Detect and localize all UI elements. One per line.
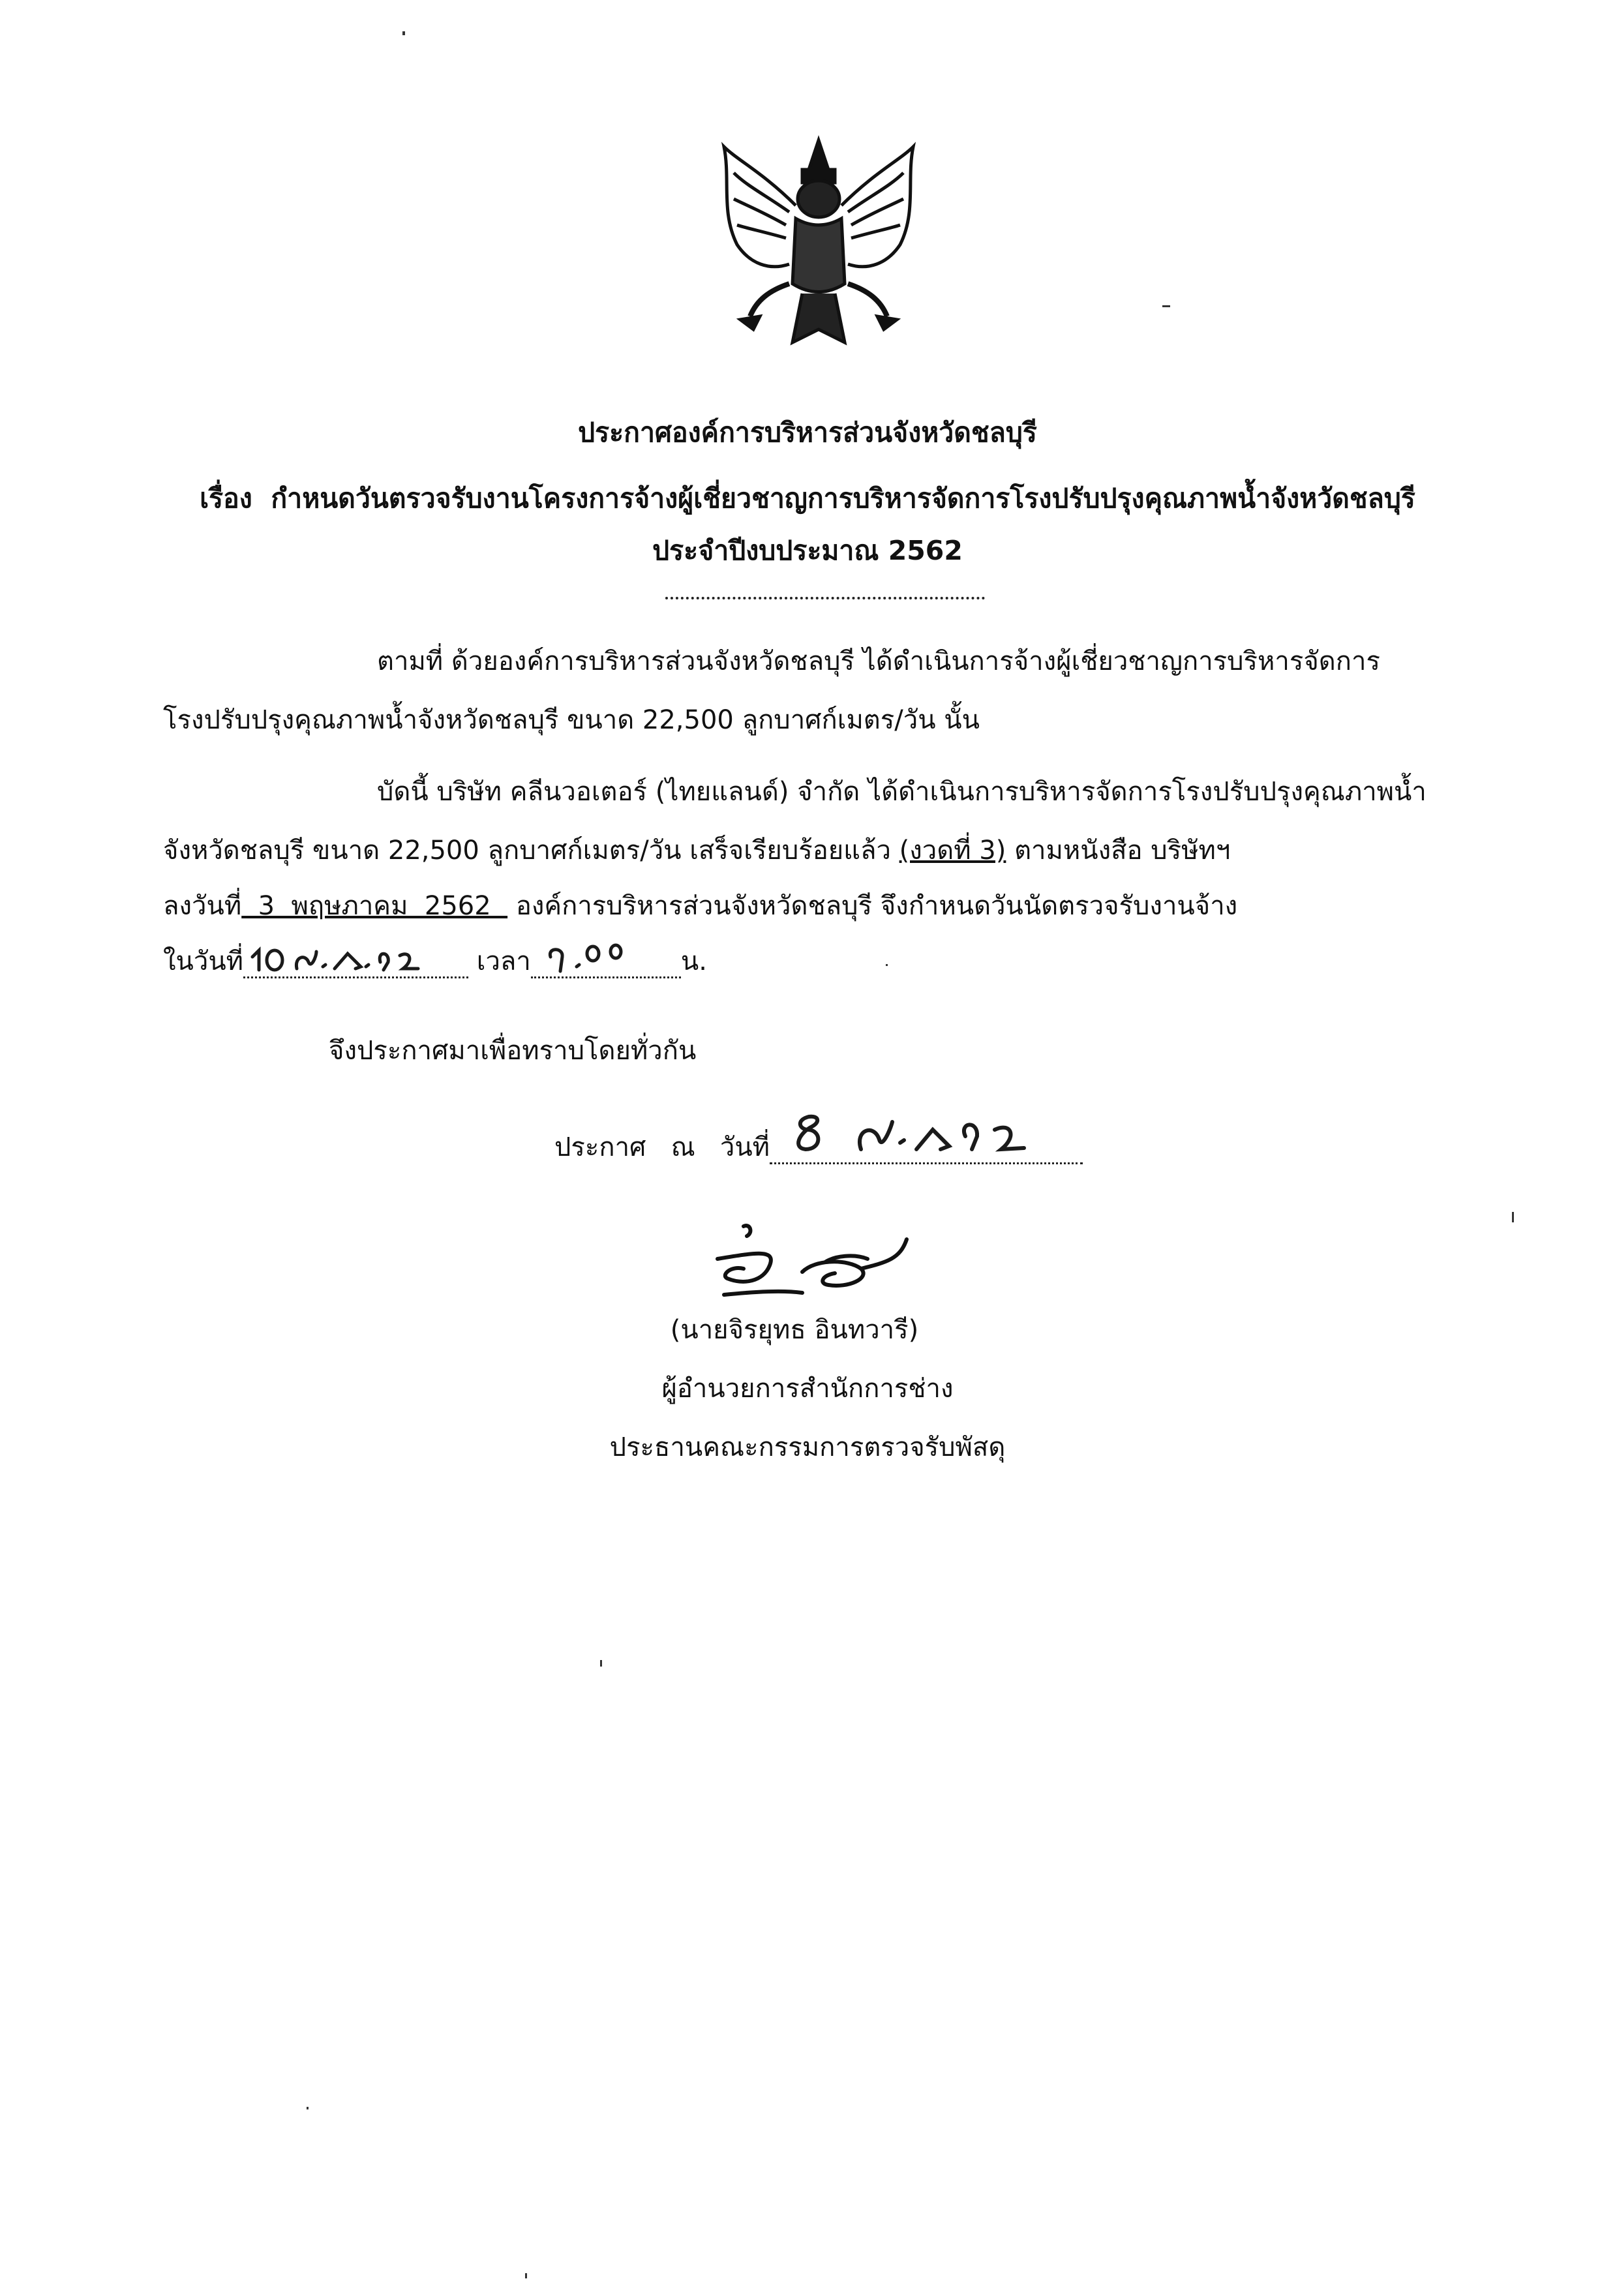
installment-number: (งวดที่ 3) [899, 836, 1006, 866]
paragraph2-line4 [163, 944, 707, 978]
fiscal-year: ประจำปีงบประมาณ 2562 [652, 535, 963, 566]
announcement-date-field [770, 1134, 1083, 1164]
signatory-position: ผู้อำนวยการสำนักการช่าง [661, 1374, 954, 1404]
signatory-name: (นายจิรยุทธ อินทวารี) [670, 1315, 919, 1345]
scan-speck [307, 2107, 309, 2109]
paragraph2-line2 [163, 834, 1230, 868]
date-label: วันที่ [719, 1132, 770, 1162]
subject-label: เรื่อง [200, 483, 252, 514]
paragraph1-line2: โรงปรับปรุงคุณภาพน้ำจังหวัดชลบุรี ขนาด 22,500 ลูกบาศก์เมตร/วัน นั้น [163, 705, 980, 735]
separator-dotted-line [665, 597, 985, 599]
paragraph2-line3 [163, 889, 1237, 923]
committee-chair: ประธานคณะกรรมการตรวจรับพัสดุ [609, 1432, 1006, 1462]
closing-statement: จึงประกาศมาเพื่อทราบโดยทั่วกัน [329, 1036, 697, 1066]
scan-speck [402, 31, 405, 35]
time-label: เวลา [476, 946, 531, 976]
time-unit: น. [680, 946, 707, 976]
inspection-time-field [531, 948, 681, 978]
announcement-date-handwriting [770, 1104, 1083, 1162]
inspection-date-field [243, 948, 468, 978]
p2-line3-text-b: องค์การบริหารส่วนจังหวัดชลบุรี จึงกำหนดวันนัดตรวจรับงานจ้าง [515, 891, 1238, 921]
inspection-time-handwriting [531, 937, 681, 976]
signature-image [704, 1213, 965, 1311]
scan-speck [1162, 305, 1170, 307]
garuda-emblem-icon [711, 134, 926, 355]
p2-line2-text-b: ตามหนังสือ บริษัทฯ [1014, 836, 1231, 866]
scan-speck [600, 1660, 602, 1667]
scan-speck [886, 964, 888, 966]
announcement-title: ประกาศองค์การบริหารส่วนจังหวัดชลบุรี [578, 417, 1037, 448]
paragraph2-line1: บัดนี้ บริษัท คลีนวอเตอร์ (ไทยแลนด์) จำกัด ได้ดำเนินการบริหารจัดการโรงปรับปรุงคุณภาพน้ำ [377, 777, 1426, 807]
subject-line [0, 481, 1615, 515]
p2-line2-text: จังหวัดชลบุรี ขนาด 22,500 ลูกบาศก์เมตร/วัน เสร็จเรียบร้อยแล้ว [163, 836, 891, 866]
inspection-date-label: ในวันที่ [163, 946, 244, 976]
p2-line3-text: ลงวันที่ [163, 891, 242, 921]
inspection-date-handwriting [243, 937, 468, 976]
paragraph1-line1: ตามที่ ด้วยองค์การบริหารส่วนจังหวัดชลบุรี ได้ดำเนินการจ้างผู้เชี่ยวชาญการบริหารจัดการ [377, 646, 1380, 676]
announce-label: ประกาศ [554, 1132, 646, 1162]
scan-speck [1512, 1212, 1514, 1222]
announcement-date-line [554, 1130, 1083, 1164]
scan-speck [525, 2273, 527, 2278]
subject-text: กำหนดวันตรวจรับงานโครงการจ้างผู้เชี่ยวชาญการบริหารจัดการโรงปรับปรุงคุณภาพน้ำจังหวัดชลบุรี [271, 483, 1415, 514]
letter-date: 3 พฤษภาคม 2562 [241, 891, 508, 921]
at-label: ณ [671, 1132, 695, 1162]
